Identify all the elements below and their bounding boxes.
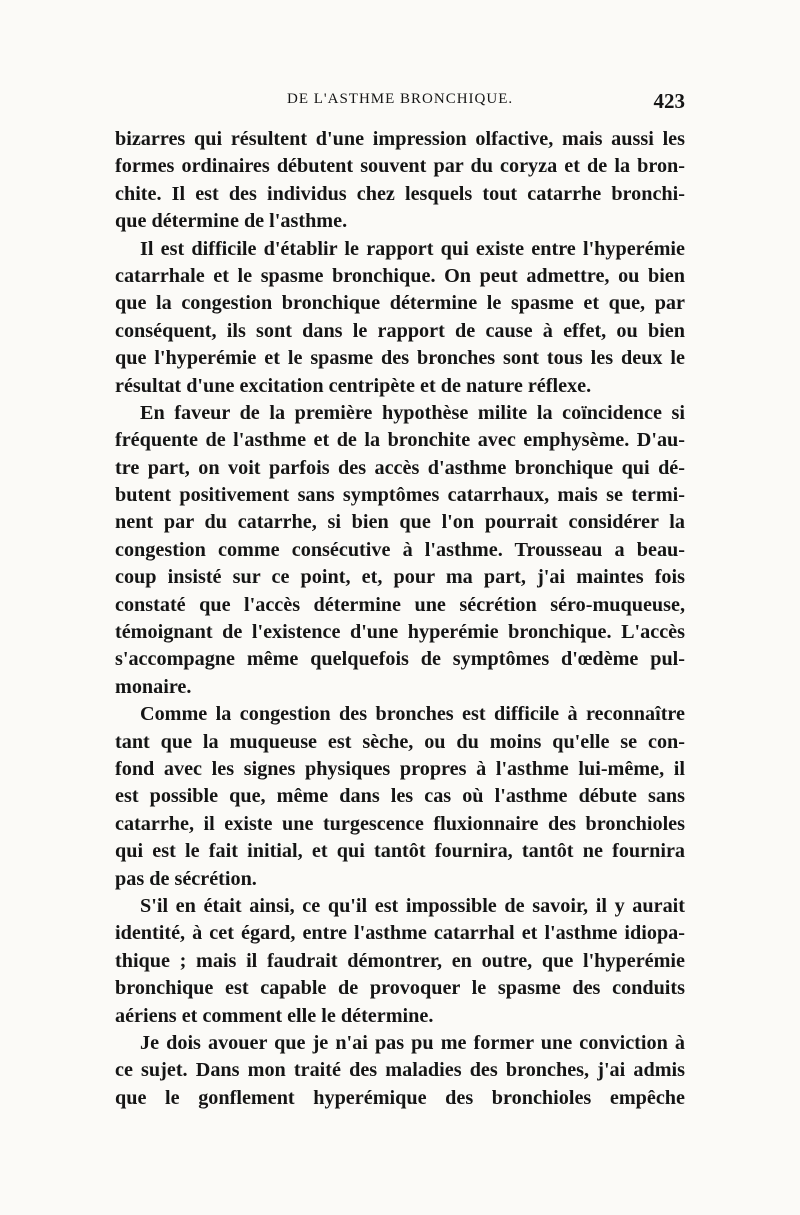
text-line: thique ; mais il faudrait démontrer, en outre, que l'hyperémie xyxy=(115,949,685,972)
text-line: est possible que, même dans les cas où l'asthme débute sans xyxy=(115,785,685,808)
text-line: monaire. xyxy=(115,675,192,698)
text-line: identité, à cet égard, entre l'asthme catarrhal et l'asthme idiopa- xyxy=(115,922,685,945)
body-text xyxy=(115,126,685,1112)
text-line: butent positivement sans symptômes catarrhaux, mais se termi- xyxy=(115,484,685,507)
text-line: nent par du catarrhe, si bien que l'on pourrait considérer la xyxy=(115,511,685,534)
text-line: bronchique est capable de provoquer le spasme des conduits xyxy=(115,977,685,1000)
text-line: S'il en était ainsi, ce qu'il est impossible de savoir, il y aurait xyxy=(140,894,685,917)
text-line: ce sujet. Dans mon traité des maladies des bronches, j'ai admis xyxy=(115,1059,685,1082)
text-line: tant que la muqueuse est sèche, ou du moins qu'elle se con- xyxy=(115,730,685,753)
text-line: En faveur de la première hypothèse milite la coïncidence si xyxy=(140,401,685,424)
text-line: Comme la congestion des bronches est difficile à reconnaître xyxy=(140,703,685,726)
text-line: tre part, on voit parfois des accès d'asthme bronchique qui dé- xyxy=(115,456,685,479)
text-line: constaté que l'accès détermine une sécrétion séro-muqueuse, xyxy=(115,593,685,616)
text-line: que le gonflement hyperémique des bronchioles empêche xyxy=(115,1086,685,1109)
text-line: résultat d'une excitation centripète et de nature réflexe. xyxy=(115,374,592,397)
text-line: Il est difficile d'établir le rapport qui existe entre l'hyperémie xyxy=(140,237,685,260)
text-line: catarrhale et le spasme bronchique. On peut admettre, ou bien xyxy=(115,264,685,287)
text-line: formes ordinaires débutent souvent par du coryza et de la bron- xyxy=(115,155,685,178)
text-line: conséquent, ils sont dans le rapport de cause à effet, ou bien xyxy=(115,319,685,342)
text-line: témoignant de l'existence d'une hyperémie bronchique. L'accès xyxy=(115,621,685,644)
text-line: Je dois avouer que je n'ai pas pu me former une conviction à xyxy=(140,1031,685,1054)
page-number: 423 xyxy=(653,89,685,113)
text-line: bizarres qui résultent d'une impression olfactive, mais aussi les xyxy=(115,128,685,150)
text-line: chite. Il est des individus chez lesquels tout catarrhe bronchi- xyxy=(115,182,685,205)
text-line: fond avec les signes physiques propres à l'asthme lui-même, il xyxy=(115,757,685,780)
text-line: que l'hyperémie et le spasme des bronches sont tous les deux le xyxy=(115,347,685,370)
text-line: qui est le fait initial, et qui tantôt fournira, tantôt ne fournira xyxy=(115,840,685,863)
running-title: DE L'ASTHME BRONCHIQUE. xyxy=(287,91,514,107)
text-line: congestion comme consécutive à l'asthme. Trousseau a beau- xyxy=(115,538,685,561)
text-line: catarrhe, il existe une turgescence fluxionnaire des bronchioles xyxy=(115,812,685,835)
page-header xyxy=(115,91,685,117)
text-line: pas de sécrétion. xyxy=(115,867,257,890)
text-line: aériens et comment elle le détermine. xyxy=(115,1004,434,1027)
text-line: coup insisté sur ce point, et, pour ma part, j'ai maintes fois xyxy=(115,566,685,589)
text-line: que détermine de l'asthme. xyxy=(115,210,348,233)
text-line: fréquente de l'asthme et de la bronchite avec emphysème. D'au- xyxy=(115,429,685,452)
text-line: s'accompagne même quelquefois de symptômes d'œdème pul- xyxy=(115,648,685,671)
text-line: que la congestion bronchique détermine le spasme et que, par xyxy=(115,292,685,315)
